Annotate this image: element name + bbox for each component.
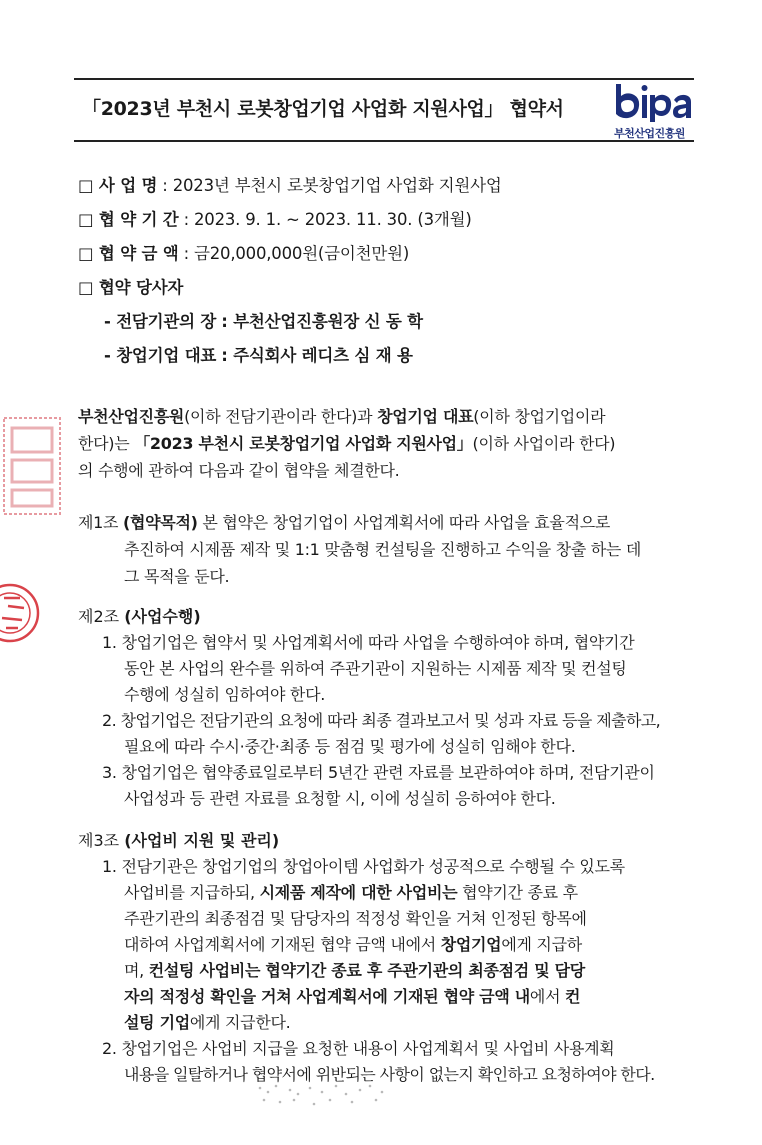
article3-text: 며, — [124, 961, 149, 980]
round-seal-stamp-partial — [0, 578, 44, 648]
article1-title: (협약목적) — [122, 513, 198, 532]
article3-heading — [78, 828, 279, 851]
article3-text: 에게 지급한다. — [189, 1013, 291, 1032]
article3-number: 제3조 — [78, 831, 125, 850]
article3-text: 협약기간 종료 후 — [457, 883, 578, 902]
preamble-text: (이하 창업기업이라 — [473, 407, 606, 426]
preamble-line-2 — [78, 431, 615, 454]
article3-text: 사업비를 지급하되, — [124, 883, 260, 902]
article1-text: 본 협약은 창업기업이 사업계획서에 따라 사업을 효율적으로 — [197, 513, 611, 532]
parties-row — [78, 274, 183, 298]
party1-label: - 전담기관의 장 — [104, 312, 217, 331]
preamble-program: 「2023 부천시 로봇창업기업 사업화 지원사업」 — [134, 434, 473, 453]
article2-item2-line2: 필요에 따라 수시·중간·최종 등 점검 및 평가에 성실히 임해야 한다. — [124, 737, 576, 756]
article3-text: 대하여 사업계획서에 기재된 협약 금액 내에서 — [124, 935, 441, 954]
project-name-row — [78, 172, 502, 196]
amount-row — [78, 240, 409, 264]
preamble-text: 한다)는 — [78, 434, 135, 453]
article3-item2-line2: 내용을 일탈하거나 협약서에 위반되는 사항이 없는지 확인하고 요청하여야 한다. — [124, 1065, 655, 1084]
article3-bold: 설팅 기업 — [124, 1013, 190, 1032]
amount-label: □ 협 약 금 액 — [78, 244, 179, 263]
bipa-logo — [612, 80, 692, 142]
party2-label: - 창업기업 대표 — [104, 346, 217, 365]
article1-number: 제1조 — [78, 513, 123, 532]
article3-item1-line1: 1. 전담기관은 창업기업의 창업아이템 사업화가 성공적으로 수행될 수 있도록 — [102, 857, 625, 876]
preamble-line-3: 의 수행에 관하여 다음과 같이 협약을 체결한다. — [78, 461, 400, 480]
faint-imprint — [250, 1050, 400, 1110]
party1-value: : 부천산업진흥원장 신 동 학 — [221, 312, 423, 331]
article1-line-3: 그 목적을 둔다. — [124, 567, 230, 586]
party2-value: : 주식회사 레디츠 심 재 용 — [221, 346, 413, 365]
article3-bold: 창업기업 — [440, 935, 502, 954]
article2-heading — [78, 604, 201, 627]
article3-item1-line5 — [124, 958, 585, 981]
preamble-startup: 창업기업 대표 — [377, 407, 474, 426]
article2-item1-line3: 수행에 성실히 임하여야 한다. — [124, 685, 326, 704]
top-rule — [74, 78, 694, 80]
preamble-text: (이하 사업이라 한다) — [472, 434, 616, 453]
article3-item1-line6 — [124, 984, 580, 1007]
article3-bold: 컨 — [565, 987, 581, 1006]
article2-item2-line1: 2. 창업기업은 전담기관의 요청에 따라 최종 결과보고서 및 성과 자료 등을 제출하고, — [102, 711, 661, 730]
party2-row — [104, 342, 413, 366]
article2-item3-line2: 사업성과 등 관련 자료를 요청할 시, 이에 성실히 응하여야 한다. — [124, 789, 556, 808]
document-title: 「2023년 부천시 로봇창업기업 사업화 지원사업」 협약서 — [82, 98, 564, 120]
project-name-label: □ 사 업 명 — [78, 176, 158, 195]
parties-label: □ 협약 당사자 — [78, 278, 184, 297]
article3-text: 에게 지급하 — [501, 935, 582, 954]
preamble-text: (이하 전담기관이라 한다)과 — [184, 407, 378, 426]
header-rule — [74, 140, 694, 142]
period-value: : 2023. 9. 1. ~ 2023. 11. 30. (3개월) — [183, 210, 472, 229]
seal-stamp-partial — [0, 410, 70, 520]
article2-item1-line2: 동안 본 사업의 완수를 위하여 주관기관이 지원하는 시제품 제작 및 컨설팅 — [124, 659, 627, 678]
article3-item1-line2 — [124, 880, 578, 903]
preamble-line-1 — [78, 404, 605, 427]
party1-row — [104, 308, 423, 332]
article3-item1-line3: 주관기관의 최종점검 및 담당자의 적정성 확인을 거쳐 인정된 항목에 — [124, 909, 587, 928]
period-row — [78, 206, 472, 230]
article3-title: (사업비 지원 및 관리) — [124, 831, 280, 850]
article3-bold: 시제품 제작에 대한 사업비는 — [259, 883, 458, 902]
project-name-value: : 2023년 부천시 로봇창업기업 사업화 지원사업 — [162, 176, 502, 195]
article1-line-2: 추진하여 시제품 제작 및 1:1 맞춤형 컨설팅을 진행하고 수익을 창출 하는 데 — [124, 540, 642, 559]
amount-value: : 금20,000,000원(금이천만원) — [183, 244, 410, 263]
article3-item1-line4 — [124, 932, 582, 955]
article2-item3-line1: 3. 창업기업은 협약종료일로부터 5년간 관련 자료를 보관하여야 하며, 전담기관이 — [102, 763, 655, 782]
article2-number: 제2조 — [78, 607, 125, 626]
article3-bold: 컨설팅 사업비는 협약기간 종료 후 주관기관의 최종점검 및 담당 — [148, 961, 585, 980]
article1-heading — [78, 510, 610, 533]
article2-item1-line1: 1. 창업기업은 협약서 및 사업계획서에 따라 사업을 수행하여야 하며, 협약기간 — [102, 633, 635, 652]
logo-subtitle: 부천산업진흥원 — [614, 127, 685, 140]
preamble-agency: 부천산업진흥원 — [78, 407, 185, 426]
article2-title: (사업수행) — [124, 607, 201, 626]
period-label: □ 협 약 기 간 — [78, 210, 179, 229]
bipa-logo-icon — [612, 80, 692, 122]
article3-bold: 자의 적정성 확인을 거쳐 사업계획서에 기재된 협약 금액 내 — [124, 987, 530, 1006]
article3-item1-line7 — [124, 1010, 290, 1033]
article3-item2-line1: 2. 창업기업은 사업비 지급을 요청한 내용이 사업계획서 및 사업비 사용계획 — [102, 1039, 615, 1058]
article3-text: 에서 — [529, 987, 566, 1006]
